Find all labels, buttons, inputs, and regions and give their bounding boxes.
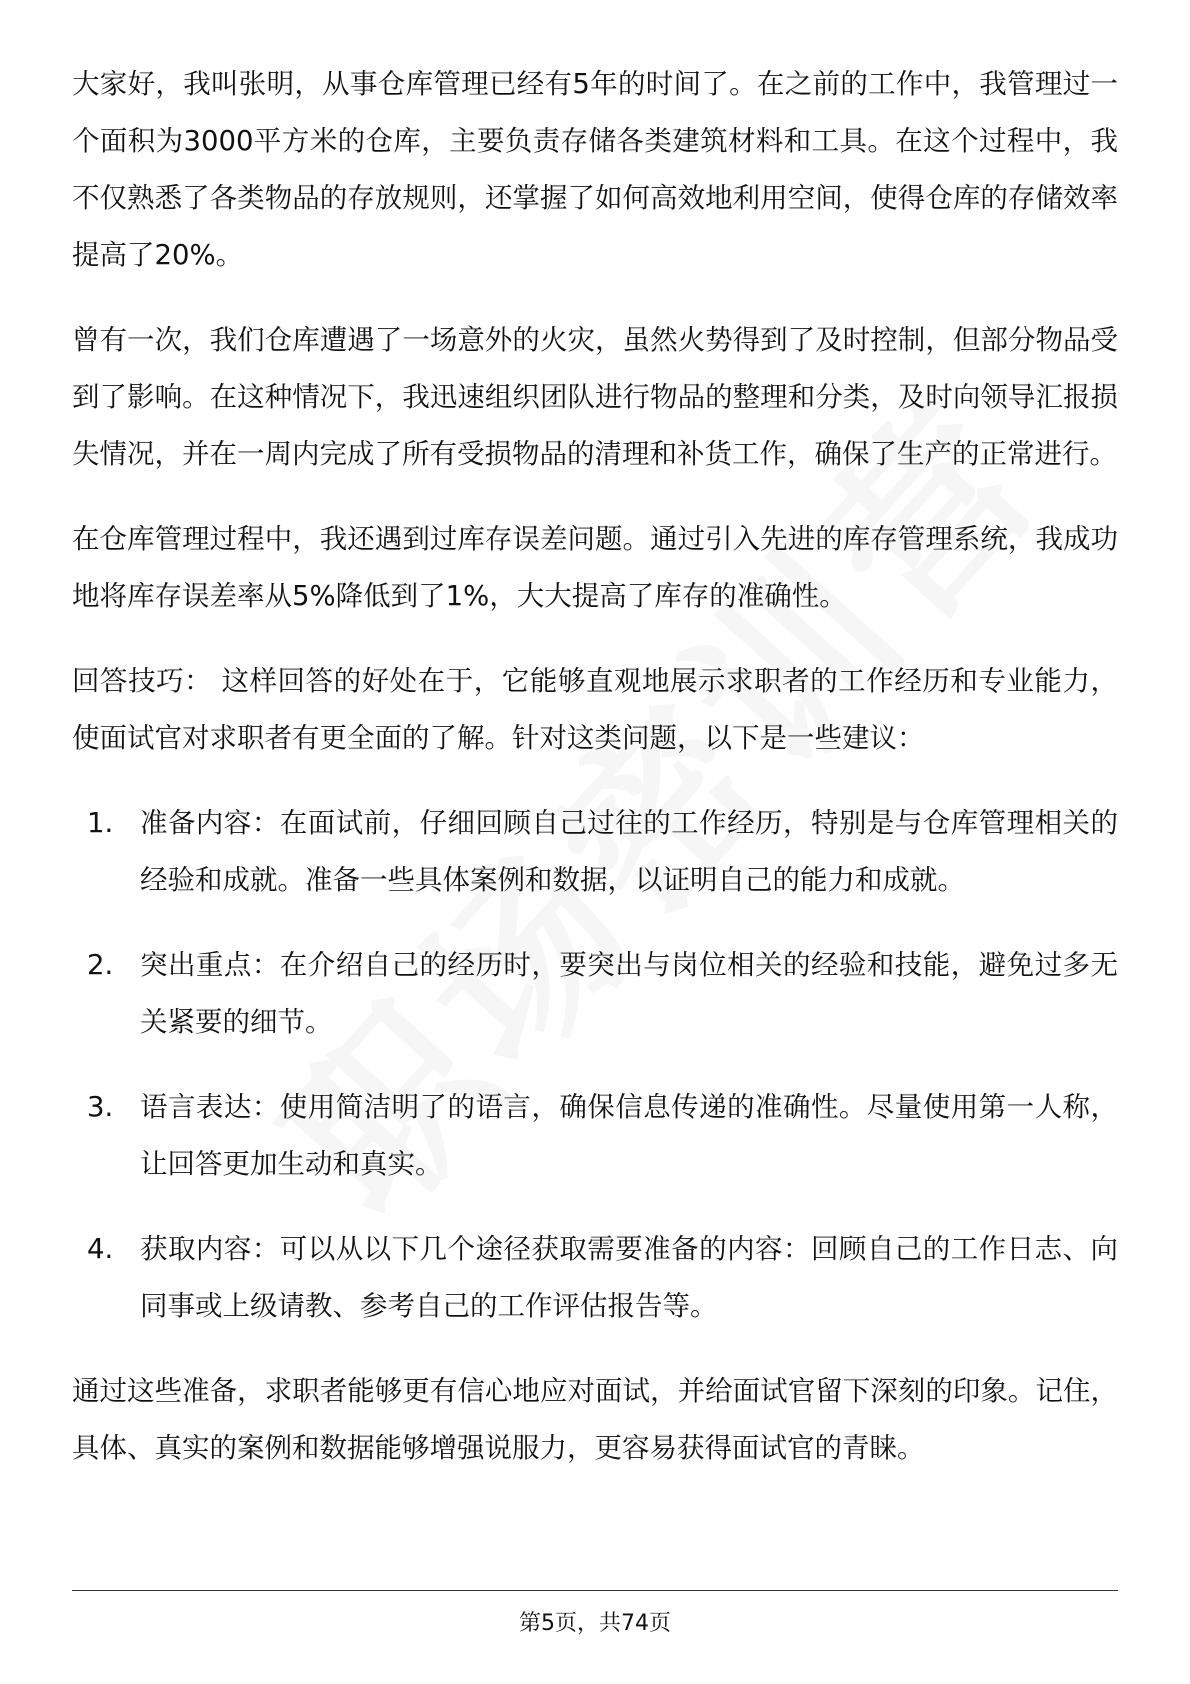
page-number: 第5页，共74页	[519, 1611, 671, 1636]
list-item-number: 4.	[87, 1233, 114, 1265]
answer-tips-paragraph: 回答技巧： 这样回答的好处在于，它能够直观地展示求职者的工作经历和专业能力，使面试官对求职者有更全面的了解。针对这类问题，以下是一些建议：	[72, 665, 1118, 754]
footer-divider	[72, 1590, 1118, 1591]
conclusion-paragraph: 通过这些准备，求职者能够更有信心地应对面试，并给面试官留下深刻的印象。记住，具体、真实的案例和数据能够增强说服力，更容易获得面试官的青睐。	[72, 1375, 1118, 1464]
list-item	[72, 1079, 1118, 1193]
list-item-number: 3.	[87, 1091, 114, 1123]
inventory-error-paragraph: 在仓库管理过程中，我还遇到过库存误差问题。通过引入先进的库存管理系统，我成功地将库存误差率从5%降低到了1%，大大提高了库存的准确性。	[72, 523, 1118, 612]
list-item	[72, 795, 1118, 909]
list-item-text: 获取内容：可以从以下几个途径获取需要准备的内容：回顾自己的工作日志、向同事或上级请教、参考自己的工作评估报告等。	[140, 1233, 1118, 1322]
intro-paragraph: 大家好，我叫张明，从事仓库管理已经有5年的时间了。在之前的工作中，我管理过一个面积为3000平方米的仓库，主要负责存储各类建筑材料和工具。在这个过程中，我不仅熟悉了各类物品的存放规则，还掌握了如何高效地利用空间，使得仓库的存储效率提高了20%。	[72, 68, 1118, 271]
list-item	[72, 937, 1118, 1051]
fire-incident-paragraph: 曾有一次，我们仓库遭遇了一场意外的火灾，虽然火势得到了及时控制，但部分物品受到了影响。在这种情况下，我迅速组织团队进行物品的整理和分类，及时向领导汇报损失情况，并在一周内完成了所有受损物品的清理和补货工作，确保了生产的正常进行。	[72, 324, 1118, 470]
tips-list	[72, 795, 1118, 1335]
list-item-text: 准备内容：在面试前，仔细回顾自己过往的工作经历，特别是与仓库管理相关的经验和成就。准备一些具体案例和数据，以证明自己的能力和成就。	[140, 807, 1118, 896]
list-item	[72, 1221, 1118, 1335]
document-body	[72, 56, 1118, 1505]
list-item-text: 突出重点：在介绍自己的经历时，要突出与岗位相关的经验和技能，避免过多无关紧要的细节。	[140, 949, 1118, 1038]
list-item-number: 2.	[87, 949, 114, 981]
list-item-number: 1.	[87, 807, 114, 839]
list-item-text: 语言表达：使用简洁明了的语言，确保信息传递的准确性。尽量使用第一人称，让回答更加生动和真实。	[140, 1091, 1118, 1180]
